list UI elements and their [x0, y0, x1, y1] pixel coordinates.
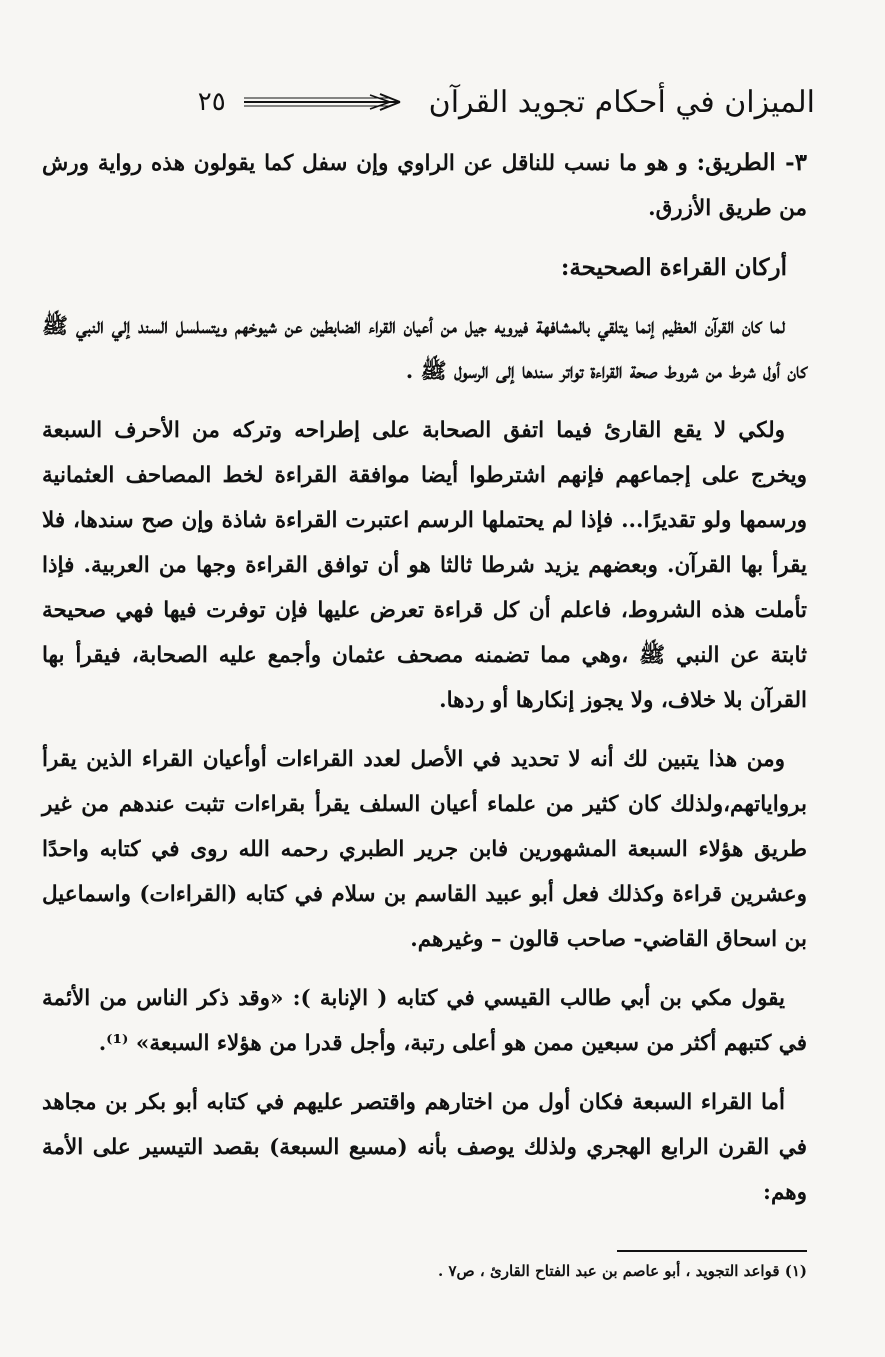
page-number: ٢٥ [197, 87, 226, 117]
section-heading: أركان القراءة الصحيحة: [560, 254, 787, 281]
paragraph-tariq [42, 140, 807, 231]
term-label: ٣- الطريق: [696, 149, 807, 176]
page-header [130, 80, 815, 124]
paragraph: لما كان القرآن العظيم إنما يتلقي بالمشافهة فيرويه جيل من أعيان القراء الضابطين عن شيوخهم ويتسلسل السند إلي النبي ﷺ كان أول شرط من شروط صحة القراءة تواتر سندها إلى الرسول ﷺ . [42, 314, 807, 384]
paragraph: ومن هذا يتبين لك أنه لا تحديد في الأصل لعدد القراءات أوأعيان القراء الذين يقرأ برواياتهم،ولذلك كان كثير من علماء أعيان السلف يقرأ بقراءات تثبت عندهم من غير طريق هؤلاء السبعة المشهورين فابن جرير الطبري رحمه الله روى في كتابه واحدًا وعشرين قراءة وكذلك فعل أبو عبيد القاسم بن سلام في كتابه (القراءات) واسماعيل بن اسحاق القاضي- صاحب قالون – وغيرهم. [42, 747, 807, 952]
book-title: الميزان في أحكام تجويد القرآن [428, 84, 815, 120]
arrow-ornament-icon [240, 92, 415, 112]
footnote: (١) قواعد التجويد ، أبو عاصم بن عبد الفتاح القارئ ، ص٧ . [438, 1262, 807, 1280]
paragraph: أما القراء السبعة فكان أول من اختارهم واقتصر عليهم في كتابه أبو بكر بن مجاهد في القرن الرابع الهجري ولذلك يوصف بأنه (مسبع السبعة) بقصد التيسير على الأمة وهم: [42, 1090, 807, 1205]
paragraph: ولكي لا يقع القارئ فيما اتفق الصحابة على إطراحه وتركه من الأحرف السبعة ويخرج على إجماعهم فإنهم اشترطوا أيضا موافقة القراءة لخط المصاحف العثمانية ورسمها ولو تقديرًا... فإذا لم يحتملها الرسم اعتبرت القراءة شاذة وإن صح سندها، فلا يقرأ بها القرآن. وبعضهم يزيد شرطا ثالثا هو أن توافق القراءة وجها من العربية. فإذا تأملت هذه الشروط، فاعلم أن كل قراءة تعرض عليها فإن توفرت فيها فهي صحيحة ثابتة عن النبي ﷺ ،وهي مما تضمنه مصحف عثمان وأجمع عليه الصحابة، فيقرأ بها القرآن بلا خلاف، ولا يجوز إنكارها أو ردها. [42, 418, 807, 713]
main-text [42, 140, 807, 1229]
footnote-divider [617, 1250, 807, 1252]
paragraph-text: و هو ما نسب للناقل عن الراوي وإن سفل كما يقولون هذه رواية ورش من طريق الأزرق. [42, 151, 807, 221]
paragraph: يقول مكي بن أبي طالب القيسي في كتابه ( الإنابة ): «وقد ذكر الناس من الأئمة في كتبهم أكثر من سبعين ممن هو أعلى رتبة، وأجل قدرا من هؤلاء السبعة» ⁽¹⁾. [42, 986, 807, 1056]
